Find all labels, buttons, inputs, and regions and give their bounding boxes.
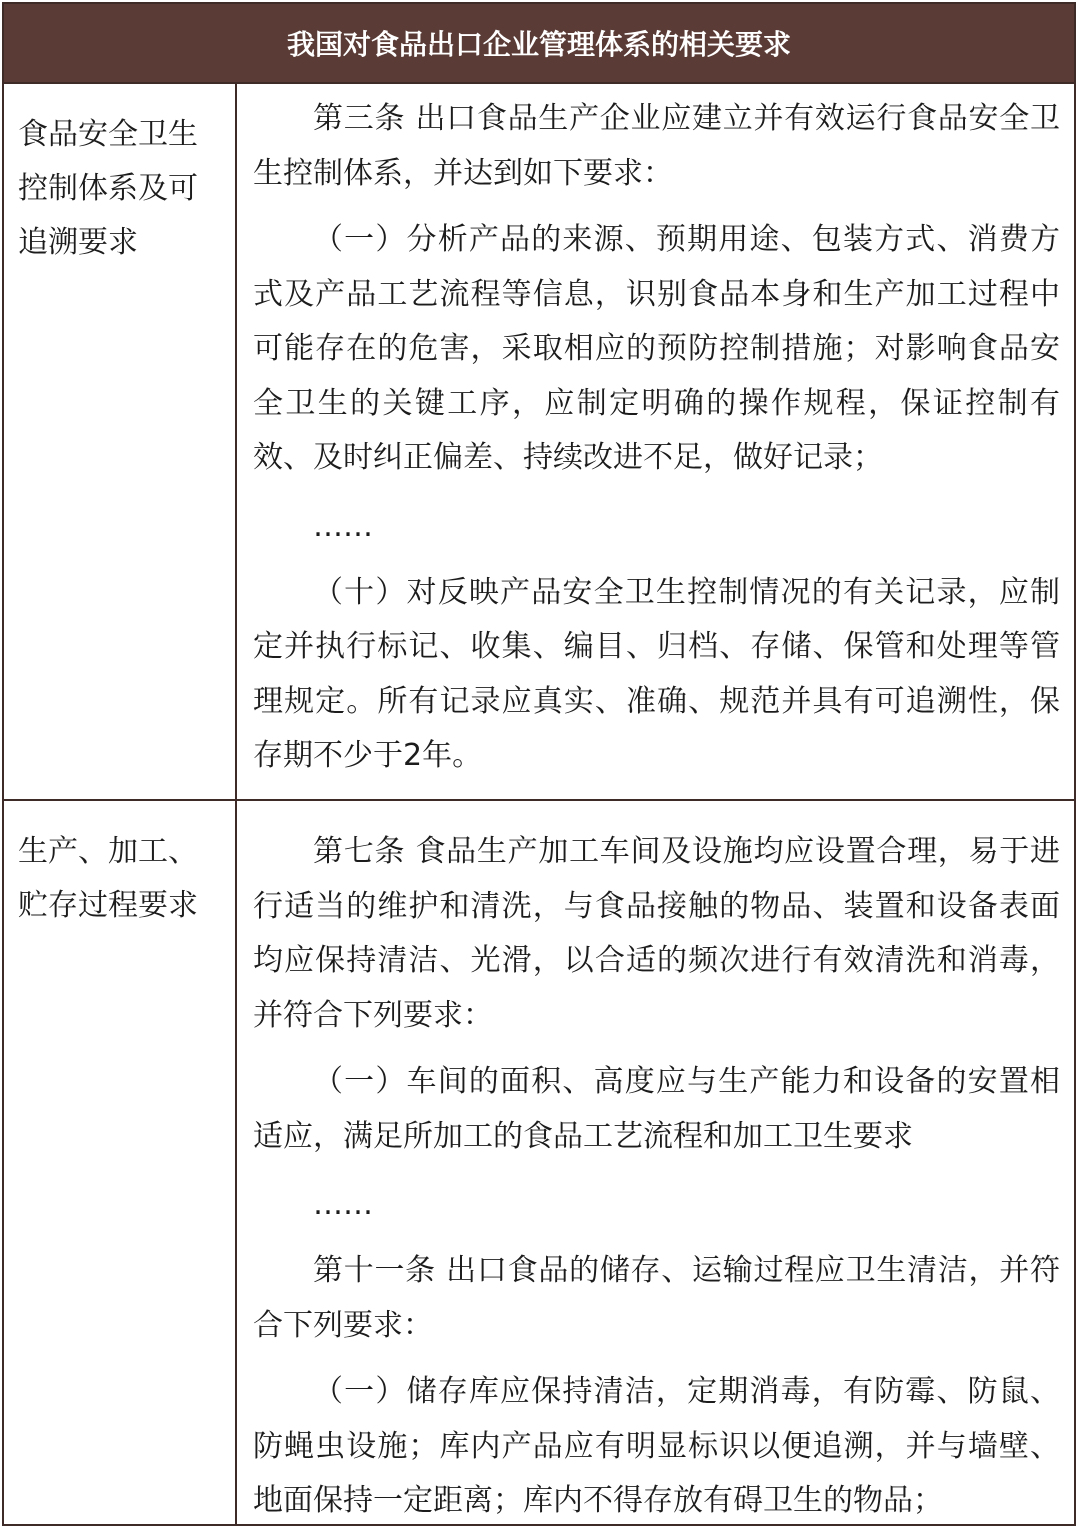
row-content-cell <box>237 84 1074 799</box>
article-paragraph: 第十一条 出口食品的储存、运输过程应卫生清洁，并符合下列要求： <box>253 1253 1060 1343</box>
article-paragraph: （一）分析产品的来源、预期用途、包装方式、消费方式及产品工艺流程等信息，识别食品本身和生产加工过程中可能存在的危害，采取相应的预防控制措施；对影响食品安全卫生的关键工序，应制定明确的操作规程，保证控制有效、及时纠正偏差、持续改进不足，做好记录； <box>253 222 1060 475</box>
table-row <box>4 84 1074 801</box>
table-title: 我国对食品出口企业管理体系的相关要求 <box>286 28 791 61</box>
article-paragraph: （一）车间的面积、高度应与生产能力和设备的安置相适应，满足所加工的食品工艺流程和加工卫生要求 <box>253 1064 1060 1154</box>
row-label-cell <box>4 801 237 1524</box>
ellipsis-text: …… <box>313 1187 373 1222</box>
article-paragraph: 第三条 出口食品生产企业应建立并有效运行食品安全卫生控制体系，并达到如下要求： <box>253 101 1060 191</box>
ellipsis-text: …… <box>313 508 373 544</box>
row-label: 食品安全卫生控制体系及可追溯要求 <box>18 117 198 260</box>
row-content-cell <box>237 801 1074 1524</box>
article-paragraph: 第七条 食品生产加工车间及设施均应设置合理，易于进行适当的维护和清洗，与食品接触的物品、装置和设备表面均应保持清洁、光滑，以合适的频次进行有效清洗和消毒，并符合下列要求： <box>253 834 1060 1033</box>
article-paragraph: （十）对反映产品安全卫生控制情况的有关记录，应制定并执行标记、收集、编目、归档、存储、保管和处理等管理规定。所有记录应真实、准确、规范并具有可追溯性，保存期不少于2年。 <box>253 574 1060 773</box>
row-label-cell <box>4 84 237 799</box>
table-row <box>4 801 1074 1524</box>
table-header <box>4 4 1074 84</box>
requirements-table <box>2 2 1076 1526</box>
row-label: 生产、加工、贮存过程要求 <box>18 834 198 923</box>
article-paragraph: （一）储存库应保持清洁，定期消毒，有防霉、防鼠、防蝇虫设施；库内产品应有明显标识以便追溯，并与墙壁、地面保持一定距离；库内不得存放有碍卫生的物品； <box>253 1374 1060 1518</box>
